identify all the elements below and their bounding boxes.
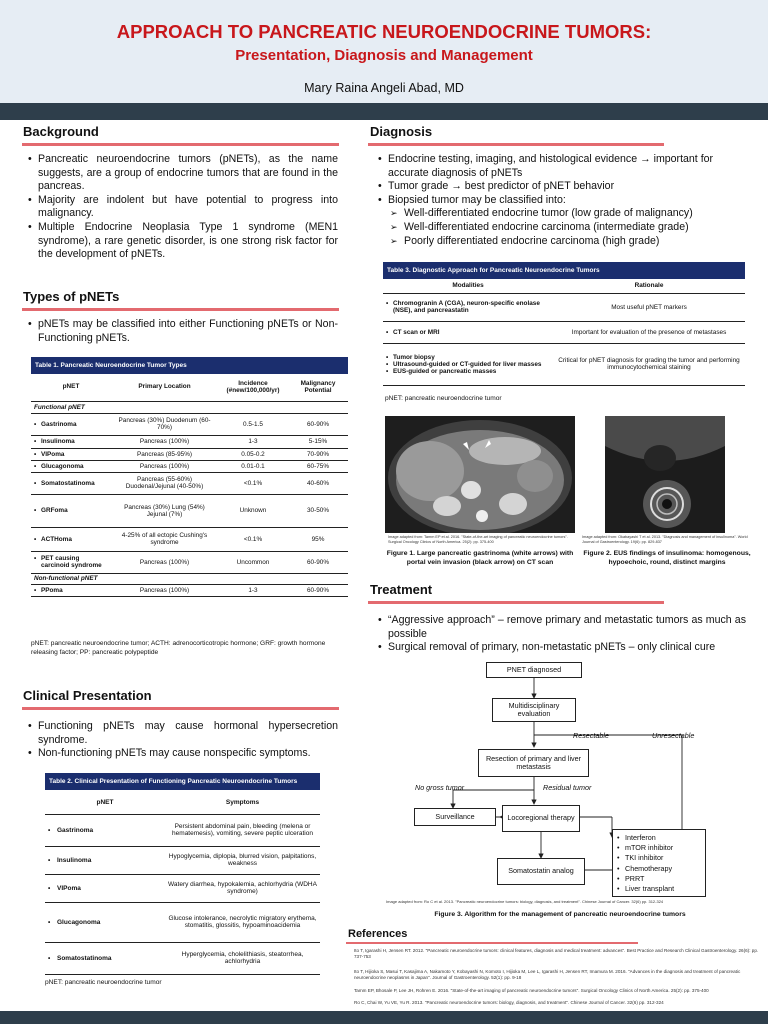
table1-cell: 5-15% [288, 435, 348, 448]
table3-header: Rationale [553, 279, 745, 293]
table1-cell: Uncommon [218, 551, 288, 573]
table3-footnote: pNET: pancreatic neuroendocrine tumor [385, 395, 502, 402]
flow-node-diagnosed: PNET diagnosed [486, 662, 582, 678]
table1-cell: 0.01-0.1 [218, 460, 288, 472]
table2-cell: Persistent abdominal pain, bleeding (melena or hematemesis), vomiting, severe peptic ulceration [165, 814, 320, 846]
footer-bar [0, 1011, 768, 1024]
table1-cell: 0.5-1.5 [218, 413, 288, 435]
table3-modality-item: • CT scan or MRI [386, 328, 440, 336]
table1-header: pNET [31, 373, 111, 401]
clinical-bullet: • Functioning pNETs may cause hormonal hypersecretion syndrome. [28, 720, 338, 747]
poster-subtitle: Presentation, Diagnosis and Management [235, 47, 533, 64]
bullet-glyph: • [34, 420, 37, 428]
types-bullet: • pNETs may be classified into either Functioning pNETs or Non-Functioning pNETs. [28, 318, 338, 345]
diagnosis-subbullet: ➢ Well-differentiated endocrine carcinoma (intermediate grade) [378, 221, 746, 235]
table1-cell: Pancreas (100%) [111, 435, 218, 448]
figure2-credit: Image adapted from: Okabayashi T et al. 2013. "Diagnosis and management of insulinoma". World Journal of Gastroenterology. 19(6): pp. 829-837 [582, 535, 748, 544]
table2-cell: Hypoglycemia, diplopia, blurred vision, palpitations, weakness [165, 846, 320, 874]
figure3-credit: Image adapted from: Ro C et al. 2013. "Pancreatic neuroendocrine tumors: biology, diagnosis, and treatment". Chinese Journal of Cancer. 32(6) pp. 312-324 [386, 899, 664, 904]
table2-header: Symptoms [165, 792, 320, 814]
bullet-glyph: • [617, 843, 620, 853]
reference-item: Ito T, Igarashi H, Jensen RT. 2012. "Pancreatic neuroendocrine tumors: clinical features, diagnosis and medical treatment: advances". Best Practice and Research Clinical Gastroenterology. 26(6): pp. 737-753 [354, 948, 759, 960]
reference-item: Ro C, Chai W, Yu VE, Yu R. 2013. "Pancreatic neuroendocrine tumors: biology, diagnosis, and treatment". Chinese Journal of Cancer. 32(6) pp. 312-324 [354, 1000, 664, 1005]
table2-caption: Table 2. Clinical Presentation of Functioning Pancreatic Neuroendocrine Tumors [45, 773, 320, 790]
bullet-glyph: • [48, 918, 51, 926]
reference-item: Ito T, Hijioka S, Masui T, Kasajima A, Nakamoto Y, Kobayashi N, Komoto I, Hijioka M, Lee L, Igarashi H, Jensen RT, Imamura M. 2016. "Advances in the diagnosis and treatment of pancreatic neuroendocrine neoplasms in Japan". Journal of Gastroenterology. 52(1): pp. 9-18 [354, 969, 741, 981]
table2-cell: Glucose intolerance, necrolytic migratory erythema, stomatitis, glossitis, hypoaminoacidemia [165, 902, 320, 942]
bullet-glyph: • [48, 954, 51, 962]
table1-caption: Table 1. Pancreatic Neuroendocrine Tumor Types [31, 357, 348, 374]
flow-node-resection: Resection of primary and liver metastasis [478, 749, 589, 777]
flow-options-list [617, 833, 674, 894]
table2-cell: • Insulinoma [45, 846, 165, 874]
diagnosis-bullet: • Tumor grade → best predictor of pNET behavior [378, 180, 746, 194]
flow-option-item: • Chemotherapy [617, 863, 673, 873]
clinical-bullet: • Non-functioning pNETs may cause nonspecific symptoms. [28, 747, 338, 761]
table1-cell: <0.1% [218, 527, 288, 551]
table3-header: Modalities [383, 279, 553, 293]
table1-cell: Pancreas (30%) Duodenum (60-70%) [111, 413, 218, 435]
diagnosis-bullet: • Endocrine testing, imaging, and histological evidence → important for accurate diagnosis of pNETs [378, 153, 746, 180]
bullet-glyph: • [34, 450, 37, 458]
reference-item: Tamm EP, Bhosale P, Lee JH, Rohren E. 2016. "State-of-the-art imaging of pancreatic neuroendocrine tumors". Surgical Oncology Clinics of North America. 25(2): pp. 375-400 [354, 988, 709, 993]
bullet-glyph: • [617, 884, 620, 894]
flow-node-surveillance: Surveillance [414, 808, 496, 826]
flow-option-item: • Liver transplant [617, 884, 675, 894]
table1-cell: • GRFoma [31, 494, 111, 527]
table2-cell: Watery diarrhea, hypokalemia, achlorhydria (WDHA syndrome) [165, 874, 320, 902]
flow-label-residual: Residual tumor [543, 783, 592, 792]
table1-cell: Pancreas (100%) [111, 584, 218, 596]
table1-footnote: pNET: pancreatic neuroendocrine tumor; ACTH: adrenocorticotropic hormone; GRF: growth hormone releasing factor; PP: pancreatic polypeptide [31, 640, 326, 656]
bullet-glyph: • [34, 507, 37, 514]
table1-cell: • PET causing carcinoid syndrome [31, 551, 111, 573]
bullet-glyph: • [48, 884, 51, 892]
table1-cell: • VIPoma [31, 448, 111, 460]
table1-cell: • Glucagonoma [31, 460, 111, 472]
table1-group-nonfunctional: Non-functional pNET [31, 573, 348, 584]
table1-cell: 4-25% of all ectopic Cushing's syndrome [111, 527, 218, 551]
table1-cell: 60-90% [288, 551, 348, 573]
bullet-glyph: • [34, 479, 37, 487]
references-heading: References [348, 928, 408, 940]
flow-label-no-gross: No gross tumor [415, 783, 465, 792]
table3-modality-item: • Tumor biopsy [386, 353, 435, 361]
treatment-bullet: • “Aggressive approach” – remove primary and metastatic tumors as much as possible [378, 614, 746, 641]
clinical-heading: Clinical Presentation [23, 688, 152, 703]
types-heading: Types of pNETs [23, 289, 120, 304]
background-bullet: • Multiple Endocrine Neoplasia Type 1 syndrome (MEN1 syndrome), a rare genetic disorder, is one strong risk factor for the development of pNETs. [28, 221, 338, 262]
table2-cell: • Gastrinoma [45, 814, 165, 846]
bullet-glyph: • [34, 535, 37, 543]
table1-cell: Unknown [218, 494, 288, 527]
table1-header: Primary Location [111, 373, 218, 401]
flow-node-mde: Multidisciplinary evaluation [492, 698, 576, 722]
bullet-glyph: • [386, 300, 389, 307]
table1-cell: 60-90% [288, 584, 348, 596]
table1-cell: 30-50% [288, 494, 348, 527]
table1-cell: 0.05-0.2 [218, 448, 288, 460]
table2-cell: • VIPoma [45, 874, 165, 902]
diagnosis-subbullet: ➢ Well-differentiated endocrine tumor (low grade of malignancy) [378, 207, 746, 221]
table1-cell: • Somatostatinoma [31, 472, 111, 494]
table1-header: Incidence (#new/100,000/yr) [218, 373, 288, 401]
table1-group-functional: Functional pNET [31, 401, 348, 413]
table1-cell: <0.1% [218, 472, 288, 494]
table1-cell: • PPoma [31, 584, 111, 596]
bullet-glyph: • [386, 353, 389, 361]
bullet-glyph: • [386, 367, 389, 375]
diagnosis-subbullet: ➢ Poorly differentiated endocrine carcinoma (high grade) [378, 235, 746, 249]
table1-cell: Pancreas (100%) [111, 551, 218, 573]
bullet-glyph: • [34, 586, 37, 594]
table2-cell: • Glucagonoma [45, 902, 165, 942]
table3-modality-item: • Chromogranin A (CGA), neuron-specific enolase (NSE), and pancreastatin [386, 300, 540, 314]
flow-label-unresectable: Unresectable [652, 731, 695, 740]
flow-node-locoregional: Locoregional therapy [502, 805, 580, 832]
bullet-glyph: • [617, 873, 620, 883]
bullet-glyph: • [34, 555, 37, 562]
bullet-glyph: • [34, 462, 37, 470]
table1-cell: 60-75% [288, 460, 348, 472]
figure2-caption: Figure 2. EUS findings of insulinoma: homogenous, hypoechoic, round, distinct margins [583, 550, 751, 566]
table2-cell: Hyperglycemia, cholelithiasis, steatorrhea, achlorhydria [165, 942, 320, 974]
table3-caption: Table 3. Diagnostic Approach for Pancreatic Neuroendocrine Tumors [383, 262, 745, 279]
flow-option-item: • Interferon [617, 833, 656, 842]
bullet-glyph: • [34, 438, 37, 445]
table1-header: Malignancy Potential [288, 373, 348, 401]
table3-rationale-cell: Most useful pNET markers [553, 293, 745, 321]
table2-header: pNET [45, 792, 165, 814]
table3-modality-item: • Ultrasound-guided or CT-guided for liver masses [386, 360, 542, 368]
figure1-caption: Figure 1. Large pancreatic gastrinoma (white arrows) with portal vein invasion (black arrow) on CT scan [386, 550, 574, 566]
table1-cell: • Gastrinoma [31, 413, 111, 435]
table1-cell: Pancreas (100%) [111, 460, 218, 472]
bullet-glyph: • [617, 833, 620, 842]
figure3-caption: Figure 3. Algorithm for the management of pancreatic neuroendocrine tumors [434, 911, 686, 918]
treatment-bullet: • Surgical removal of primary, non-metastatic pNETs – only clinical cure [378, 641, 746, 655]
bullet-glyph: • [386, 360, 389, 368]
diagnosis-heading: Diagnosis [370, 124, 433, 139]
bullet-glyph: • [617, 863, 620, 873]
bullet-glyph: • [48, 856, 51, 864]
table1-cell: 40-60% [288, 472, 348, 494]
background-heading: Background [23, 124, 99, 139]
bullet-glyph: • [48, 826, 51, 834]
flow-option-item: • mTOR inhibitor [617, 843, 674, 853]
flow-option-item: • PRRT [617, 873, 645, 883]
background-bullet: • Pancreatic neuroendocrine tumors (pNETs), as the name suggests, are a group of endocrine tumors that are found in the pancreas. [28, 153, 338, 194]
background-bullet: • Majority are indolent but have potential to progress into malignancy. [28, 194, 338, 221]
bullet-glyph: • [617, 853, 620, 863]
diagnosis-bullet: • Biopsied tumor may be classified into: [378, 194, 746, 208]
bullet-glyph: • [386, 328, 389, 336]
flow-node-options [612, 829, 706, 897]
flow-node-somatostatin: Somatostatin analog [497, 858, 585, 885]
treatment-heading: Treatment [370, 582, 433, 597]
flow-label-resectable: Resectable [573, 731, 609, 740]
table3-modality-item: • EUS-guided or pancreatic masses [386, 367, 497, 375]
references-rule [346, 942, 638, 944]
table1-cell: 1-3 [218, 584, 288, 596]
figure1-credit: Image adapted from: Tamm EP et al. 2016. "State-of-the-art imaging of pancreatic neuroendocrine tumors". Surgical Oncology Clinics of North America. 25(2): pp. 375-400 [388, 535, 568, 544]
table3-rationale-cell: Critical for pNET diagnosis for grading the tumor and performing immunocytochemical staining [553, 343, 745, 385]
table1-cell: Pancreas (55-60%) Duodenal/Jejunal (40-50%) [111, 472, 218, 494]
table2-cell: • Somatostatinoma [45, 942, 165, 974]
table1-cell: Pancreas (85-95%) [111, 448, 218, 460]
table1-cell: 70-90% [288, 448, 348, 460]
table1-cell: 1-3 [218, 435, 288, 448]
table1-cell: 60-90% [288, 413, 348, 435]
table2-footnote: pNET: pancreatic neuroendocrine tumor [45, 979, 162, 986]
table3-rationale-cell: Important for evaluation of the presence of metastases [553, 321, 745, 343]
flow-option-item: • TKI inhibitor [617, 853, 664, 863]
table1-cell: • ACTHoma [31, 527, 111, 551]
poster-title: APPROACH TO PANCREATIC NEUROENDOCRINE TUMORS: [116, 21, 652, 42]
table1-cell: 95% [288, 527, 348, 551]
poster-author: Mary Raina Angeli Abad, MD [304, 81, 464, 95]
table1-cell: • Insulinoma [31, 435, 111, 448]
table1-cell: Pancreas (30%) Lung (54%) Jejunal (7%) [111, 494, 218, 527]
